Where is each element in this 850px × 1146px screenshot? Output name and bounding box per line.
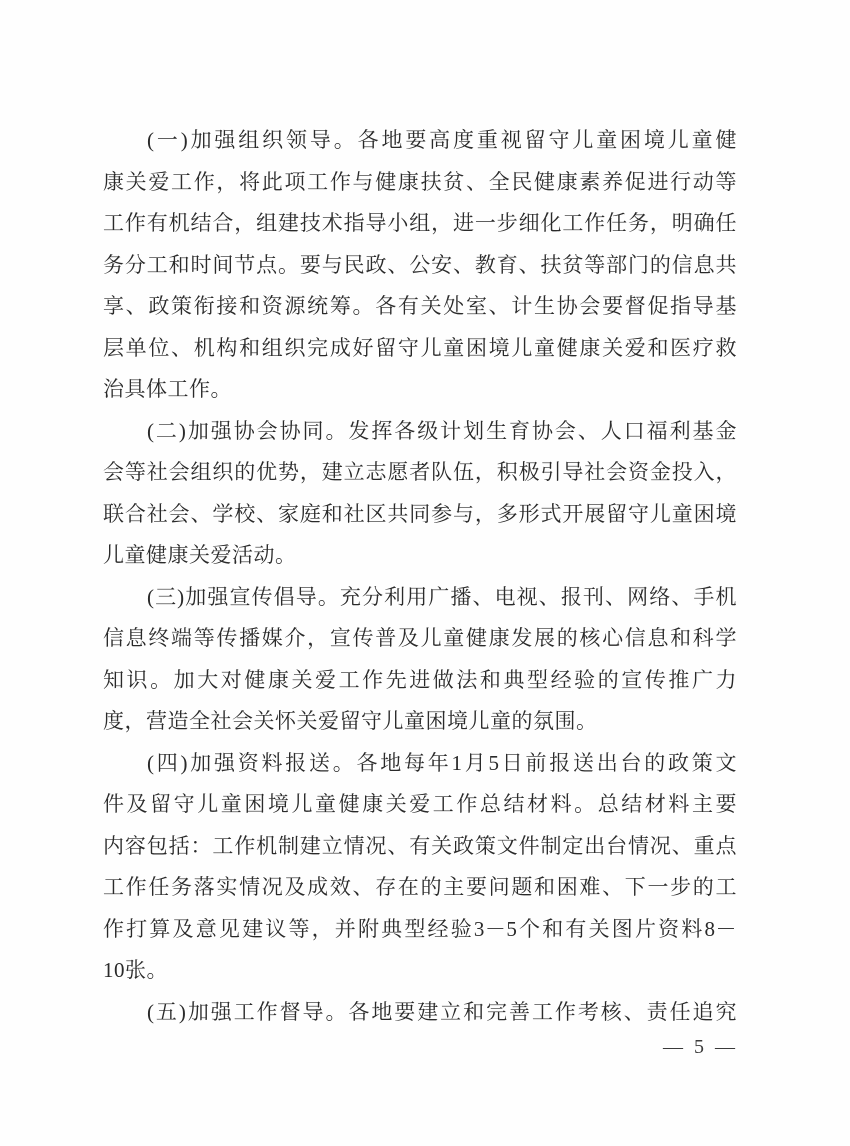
paragraph-1-line-5: 享、政策衔接和资源统筹。各有关处室、计生协会要督促指导基 [103, 294, 737, 318]
paragraph-4-line-5: 作打算及意见建议等，并附典型经验3－5个和有关图片资料8－ [103, 916, 737, 941]
paragraph-2-line-2: 会等社会组织的优势，建立志愿者队伍，积极引导社会资金投入， [103, 460, 737, 484]
paragraph-3-line-3: 知识。加大对健康关爱工作先进做法和典型经验的宣传推广力 [103, 667, 737, 692]
paragraph-3-line-1: (三)加强宣传倡导。充分利用广播、电视、报刊、网络、手机 [147, 584, 737, 609]
paragraph-4-line-3: 内容包括：工作机制建立情况、有关政策文件制定出台情况、重点 [103, 833, 737, 858]
paragraph-3-line-4: 度，营造全社会关怀关爱留守儿童困境儿童的氛围。 [103, 709, 598, 733]
paragraph-1-line-6: 层单位、机构和组织完成好留守儿童困境儿童健康关爱和医疗救 [103, 335, 737, 360]
paragraph-2-line-3: 联合社会、学校、家庭和社区共同参与，多形式开展留守儿童困境 [103, 501, 737, 526]
paragraph-4-line-1: (四)加强资料报送。各地每年1月5日前报送出台的政策文 [147, 750, 737, 775]
paragraph-5-line-1: (五)加强工作督导。各地要建立和完善工作考核、责任追究 [147, 999, 737, 1024]
paragraph-1-line-1: (一)加强组织领导。各地要高度重视留守儿童困境儿童健 [147, 128, 737, 152]
page-number: — 5 — [663, 1036, 738, 1058]
paragraph-1-line-2: 康关爱工作，将此项工作与健康扶贫、全民健康素养促进行动等 [103, 169, 737, 194]
paragraph-1-line-3: 工作有机结合，组建技术指导小组，进一步细化工作任务，明确任 [103, 211, 737, 235]
paragraph-3-line-2: 信息终端等传播媒介，宣传普及儿童健康发展的核心信息和科学 [103, 626, 737, 650]
paragraph-2-line-4: 儿童健康关爱活动。 [103, 543, 297, 567]
paragraph-1-line-7: 治具体工作。 [103, 377, 232, 401]
paragraph-4-line-2: 件及留守儿童困境儿童健康关爱工作总结材料。总结材料主要 [103, 792, 737, 816]
paragraph-4-line-6: 10张。 [103, 958, 168, 982]
paragraph-1-line-4: 务分工和时间节点。要与民政、公安、教育、扶贫等部门的信息共 [103, 252, 737, 277]
document-body [103, 120, 737, 1033]
paragraph-2-line-1: (二)加强协会协同。发挥各级计划生育协会、人口福利基金 [147, 418, 737, 443]
paragraph-4-line-4: 工作任务落实情况及成效、存在的主要问题和困难、下一步的工 [103, 875, 737, 899]
